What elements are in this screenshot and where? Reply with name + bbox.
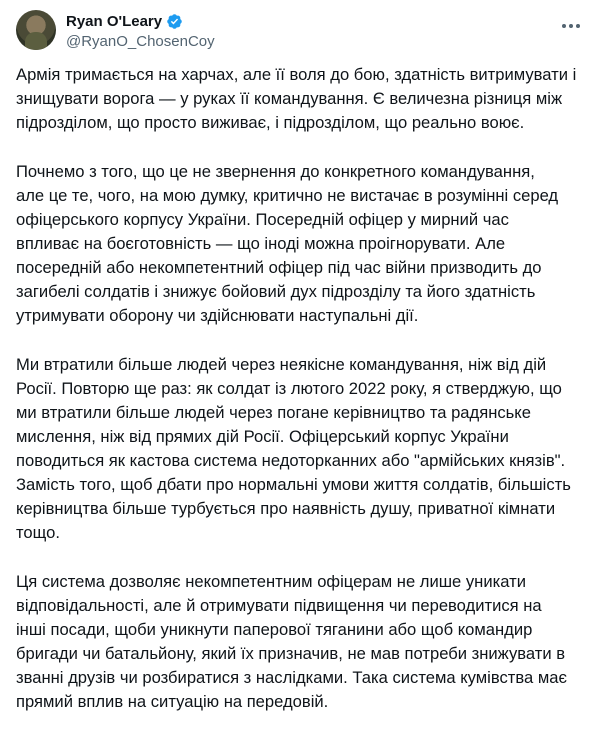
name-row xyxy=(66,12,215,31)
author-handle[interactable]: @RyanO_ChosenCoy xyxy=(66,33,215,50)
more-options-icon[interactable] xyxy=(559,16,583,36)
tweet-header xyxy=(16,10,583,50)
dot xyxy=(576,24,580,28)
tweet-paragraph-3: Ми втратили більше людей через неякісне командування, ніж від дій Росії. Повторю ще раз: як солдат із лютого 2022 року, я стверджую, що ми втратили більше людей через погане керівництво та радянське мислення, ніж від прямих дій Росії. Офіцерський корпус України поводиться як кастова система недоторканних або "армійських князів". Замість того, щоб дбати про нормальні умови життя солдатів, більшість керівництва більше турбується про наявність душу, приватної кімнати тощо. xyxy=(16,355,571,542)
tweet-paragraph-4: Ця система дозволяє некомпетентним офіцерам не лише уникати відповідальності, але й отримувати підвищення чи переводитися на інші посади, щоби уникнути паперової тяганини або щоб командир бригади чи батальйону, який їх призначив, не мав потреби знижувати в званні друзів чи розбиратися з наслідками. Така система кумівства має прямий вплив на ситуацію на передовій. xyxy=(16,572,567,711)
tweet-text xyxy=(16,63,583,739)
verified-badge-icon xyxy=(166,13,183,30)
author-info xyxy=(66,12,215,51)
tweet-paragraph-1: Армія тримається на харчах, але її воля до бою, здатність витримувати і знищувати ворога — у руках її командування. Є величезна різниця між підрозділом, що просто виживає, і підрозділом, що реально воює. xyxy=(16,65,577,132)
tweet-paragraph-2: Почнемо з того, що це не звернення до конкретного командування, але це те, чого, на мою думку, критично не вистачає в розумінні серед офіцерського корпусу України. Посередній офіцер у мирний час впливає на боєготовність — що іноді можна проігнорувати. Але посередній або некомпетентний офіцер під час війни призводить до загибелі солдатів і знижує бойовий дух підрозділу та його здатність утримувати оборону чи здійснювати наступальні дії. xyxy=(16,162,559,325)
avatar[interactable] xyxy=(16,10,56,50)
dot xyxy=(562,24,566,28)
dot xyxy=(569,24,573,28)
author-name[interactable]: Ryan O'Leary xyxy=(66,13,163,30)
